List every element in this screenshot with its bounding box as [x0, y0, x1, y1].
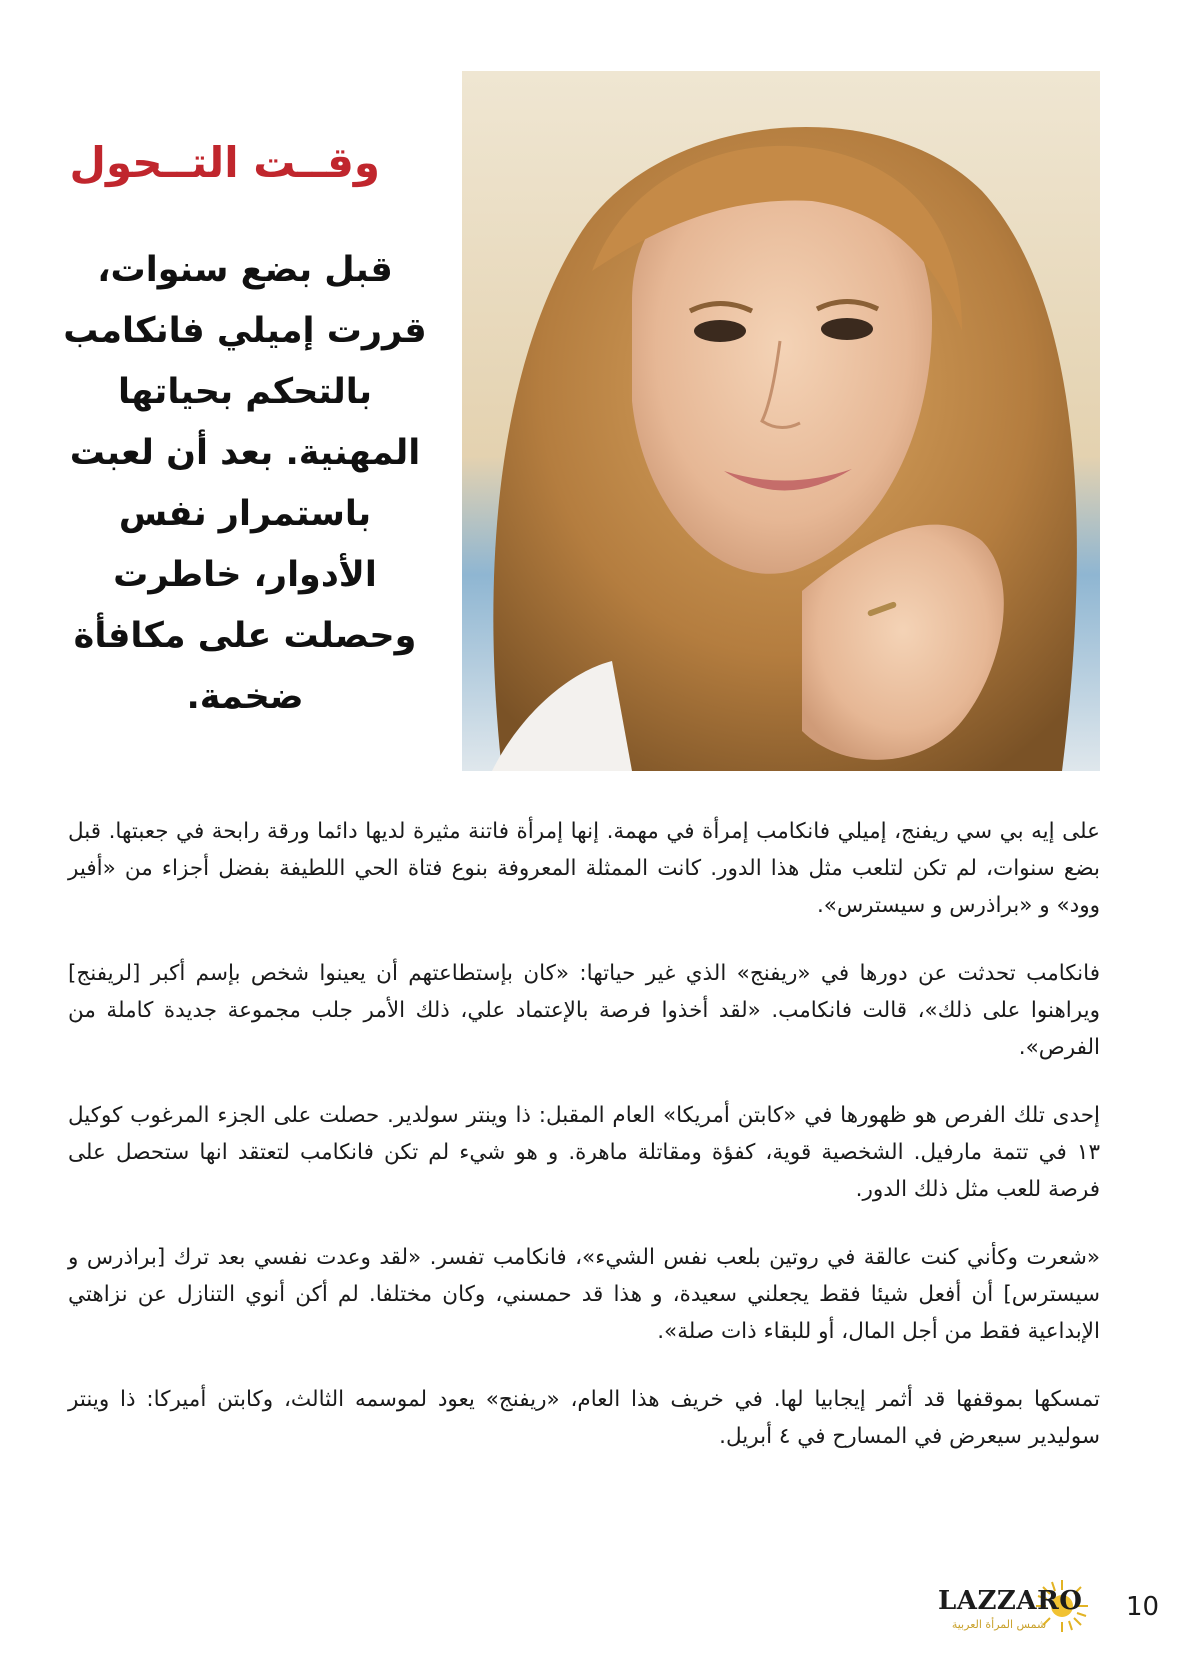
- paragraph: تمسكها بموقفها قد أثمر إيجابيا لها. في خريف هذا العام، «ريفنج» يعود لموسمه الثالث، وكابتن أميركا: ذا وينتر سوليدير سيعرض في المسارح في ٤ أبريل.: [68, 1387, 1100, 1449]
- paragraph: على إيه بي سي ريفنج، إميلي فانكامب إمرأة في مهمة. إنها إمرأة فاتنة مثيرة لديها دائما ورقة رابحة في جعبتها. قبل بضع سنوات، لم تكن لتلعب مثل هذا الدور. كانت الممثلة المعروفة بنوع فتاة الحي اللطيفة بفضل أجزاء من «أفير وود» و «براذرس و سيسترس».: [68, 819, 1100, 918]
- lazzaro-logo: [930, 1578, 1090, 1638]
- article-body: [68, 813, 1100, 1486]
- logo-wordmark: LAZZARO: [938, 1586, 1083, 1616]
- page-number: 10: [1126, 1592, 1160, 1622]
- paragraph: فانكامب تحدثت عن دورها في «ريفنج» الذي غير حياتها: «كان بإستطاعتهم أن يعينوا شخص بإسم أكبر [لريفنج] ويراهنوا على ذلك»، قالت فانكامب. «لقد أخذوا فرصة بالإعتماد علي، ذلك الأمر جلب مجموعة جديدة كاملة من الفرص».: [68, 961, 1100, 1060]
- logo-tagline: شمس المرأة العربية: [951, 1618, 1047, 1631]
- paragraph: إحدى تلك الفرص هو ظهورها في «كابتن أمريكا» العام المقبل: ذا وينتر سولدير. حصلت على الجزء المرغوب كوكيل ١٣ في تتمة مارفيل. الشخصية قوية، كفؤة ومقاتلة ماهرة. و هو شيء لم تكن فانكامب لتعتقد انها ستحصل على فرصة للعب مثل ذلك الدور.: [68, 1103, 1100, 1202]
- article-title: وقــت التــحول: [69, 138, 380, 187]
- paragraph: «شعرت وكأني كنت عالقة في روتين بلعب نفس الشيء»، فانكامب تفسر. «لقد وعدت نفسي بعد ترك [براذرس و سيسترس] أن أفعل شيئا فقط يجعلني سعيدة، و هذا قد حمسني، وكان مختلفا. لم أكن أنوي التنازل عن نزاهتي الإبداعية فقط من أجل المال، أو للبقاء ذات صلة».: [68, 1245, 1100, 1344]
- article-lede: قبل بضع سنوات، قررت إميلي فانكامب بالتحكم بحياتها المهنية. بعد أن لعبت باستمرار نفس الأدوار، خاطرت وحصلت على مكافأة ضخمة.: [63, 250, 427, 717]
- portrait-illustration: [462, 71, 1100, 771]
- portrait-photo: [462, 71, 1100, 771]
